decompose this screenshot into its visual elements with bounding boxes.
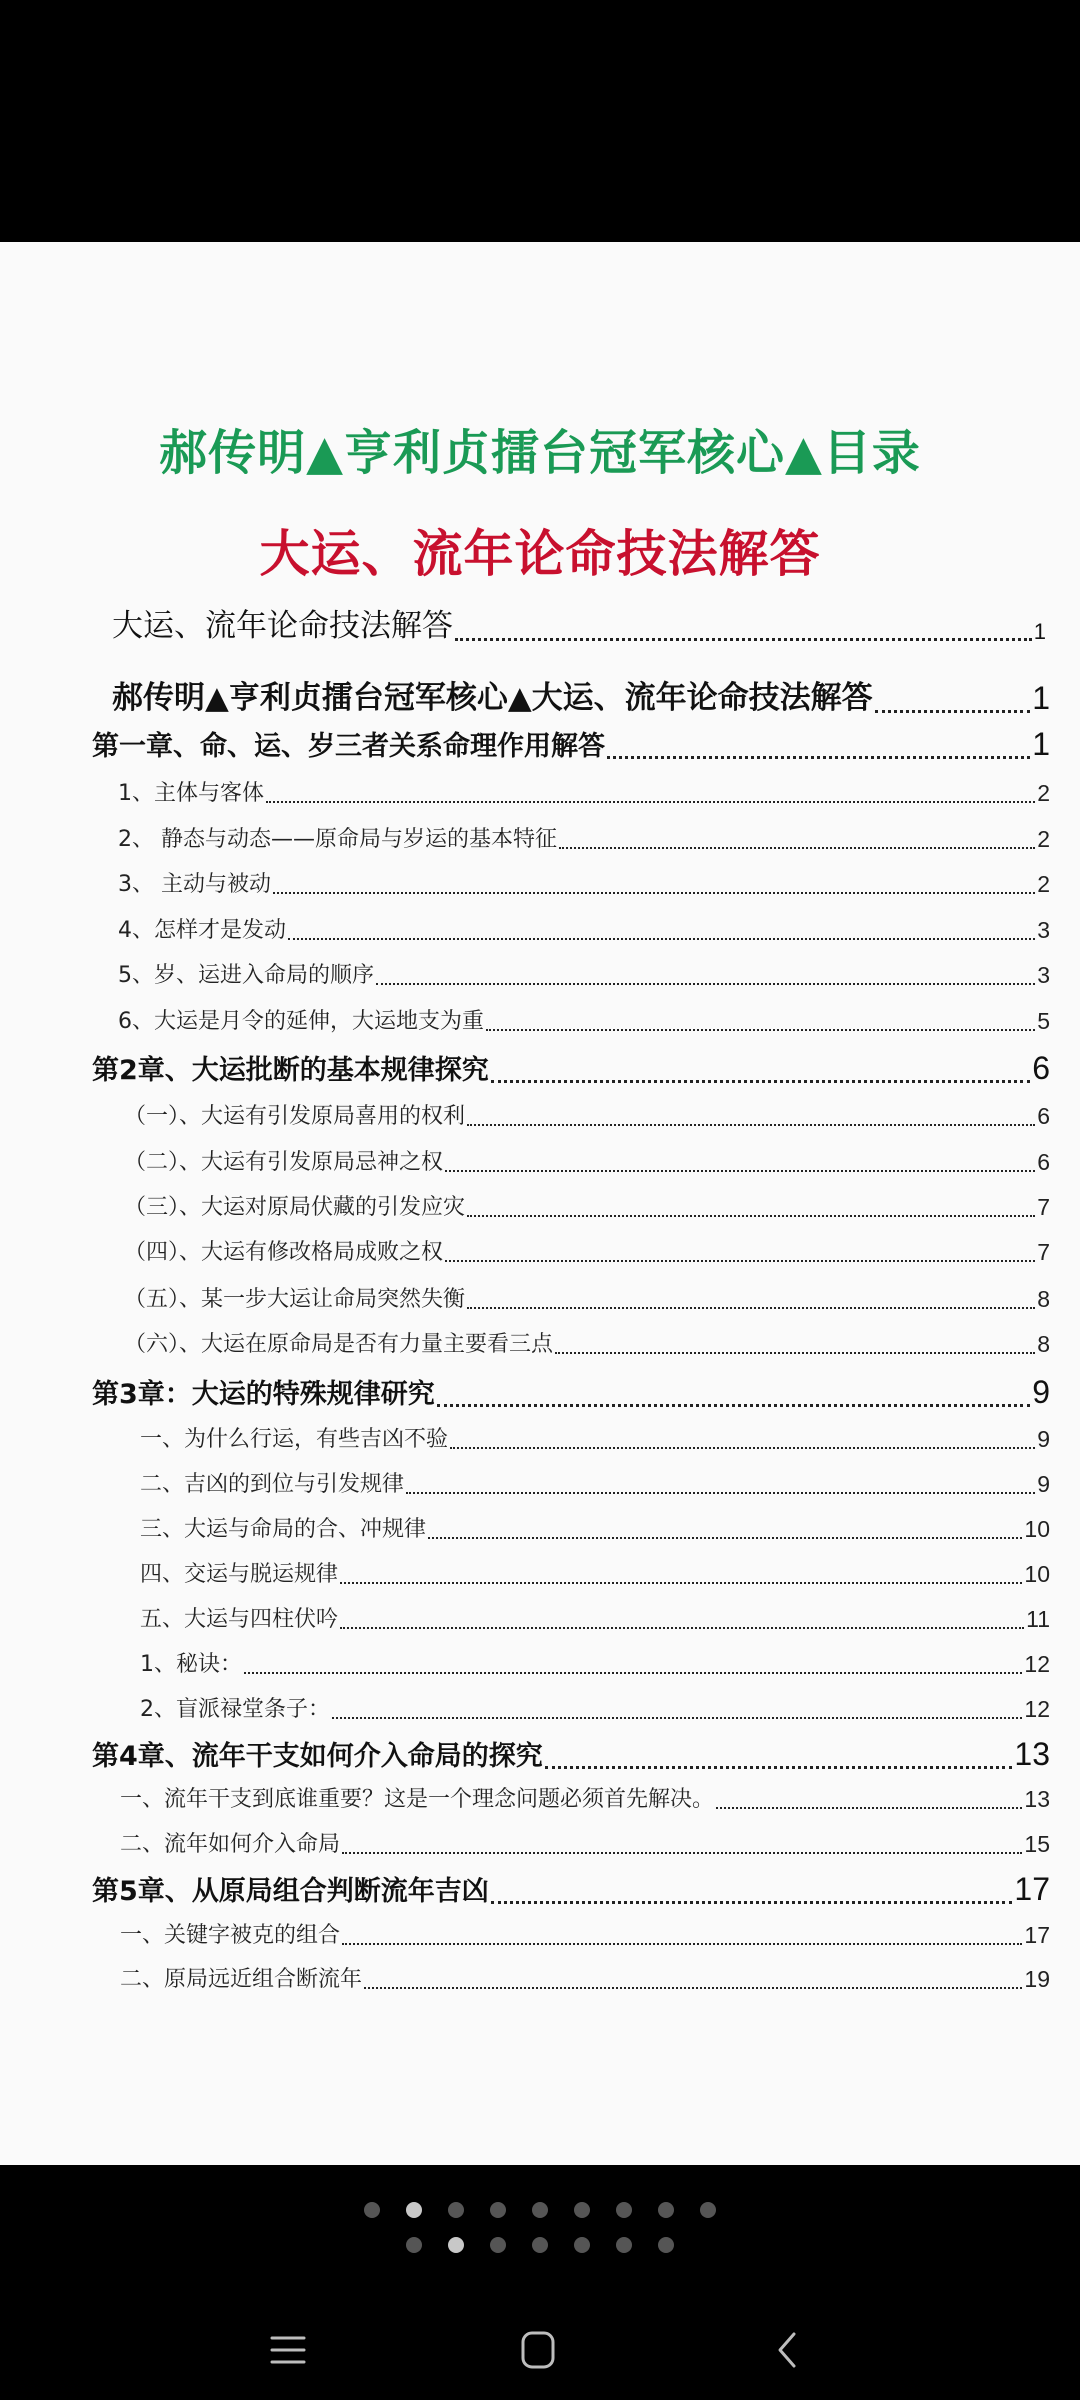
toc-leader-dots xyxy=(875,679,1031,713)
toc-label: 郝传明▲亨利贞擂台冠军核心▲大运、流年论命技法解答 xyxy=(112,680,873,716)
toc-leader-dots xyxy=(273,870,1035,894)
page-dot-active[interactable] xyxy=(406,2202,422,2218)
back-button[interactable] xyxy=(770,2330,820,2370)
toc-row[interactable] xyxy=(124,1327,1050,1358)
toc-row[interactable] xyxy=(124,1099,1050,1130)
toc-label: 二、吉凶的到位与引发规律 xyxy=(140,1472,405,1497)
toc-row[interactable] xyxy=(118,867,1050,898)
toc-label: 四、交运与脱运规律 xyxy=(140,1562,339,1587)
toc-page-number: 10 xyxy=(1024,1516,1050,1542)
toc-page-number: 15 xyxy=(1024,1831,1050,1857)
page-dot[interactable] xyxy=(616,2237,632,2253)
toc-leader-dots xyxy=(486,1007,1035,1031)
toc-label: 五、大运与四柱伏吟 xyxy=(140,1607,339,1632)
toc-page-number: 3 xyxy=(1037,917,1050,943)
toc-page-number: 1 xyxy=(1033,619,1046,644)
toc-page-number: 2 xyxy=(1037,871,1050,897)
toc-row[interactable] xyxy=(140,1467,1050,1498)
toc-page-number: 11 xyxy=(1026,1606,1050,1632)
toc-label: 第一章、命、运、岁三者关系命理作用解答 xyxy=(92,731,605,762)
toc-leader-dots xyxy=(437,1377,1030,1407)
toc-row[interactable] xyxy=(118,913,1050,944)
toc-leader-dots xyxy=(428,1515,1022,1539)
toc-label: （三）、大运对原局伏藏的引发应灾 xyxy=(124,1195,466,1220)
toc-leader-dots xyxy=(467,1285,1035,1309)
toc-label: 二、流年如何介入命局 xyxy=(120,1832,341,1857)
toc-page-number: 12 xyxy=(1024,1651,1050,1677)
page-dot[interactable] xyxy=(490,2237,506,2253)
toc-page-number: 13 xyxy=(1024,1786,1050,1812)
toc-leader-dots xyxy=(244,1650,1022,1674)
page-dot[interactable] xyxy=(700,2202,716,2218)
page-dot[interactable] xyxy=(448,2202,464,2218)
page-indicator-row-2 xyxy=(0,2237,1080,2253)
page-dot[interactable] xyxy=(490,2202,506,2218)
toc-leader-dots xyxy=(716,1785,1022,1809)
toc-page-number: 6 xyxy=(1037,1149,1050,1175)
page-indicator-row-1 xyxy=(0,2202,1080,2218)
toc-leader-dots xyxy=(467,1102,1035,1126)
toc-label: （五）、某一步大运让命局突然失衡 xyxy=(124,1287,466,1312)
toc-row[interactable] xyxy=(120,1782,1050,1813)
toc-page-number: 9 xyxy=(1037,1471,1050,1497)
toc-label: 3、 主动与被动 xyxy=(118,872,271,897)
toc-leader-dots xyxy=(342,1830,1022,1854)
toc-row[interactable] xyxy=(140,1602,1050,1633)
toc-chapter-row[interactable] xyxy=(92,1048,1050,1087)
toc-leader-dots xyxy=(545,1739,1013,1769)
toc-chapter-row[interactable] xyxy=(92,724,1050,763)
toc-label: 三、大运与命局的合、冲规律 xyxy=(140,1517,427,1542)
toc-leader-dots xyxy=(406,1470,1035,1494)
toc-label: 第2章、大运批断的基本规律探究 xyxy=(92,1055,489,1086)
toc-page-number: 8 xyxy=(1037,1286,1050,1312)
home-button[interactable] xyxy=(518,2330,568,2370)
toc-page-number: 7 xyxy=(1037,1194,1050,1220)
page-dot[interactable] xyxy=(532,2202,548,2218)
toc-label: 第3章：大运的特殊规律研究 xyxy=(92,1379,435,1410)
toc-label: 4、怎样才是发动 xyxy=(118,918,286,943)
toc-chapter-row[interactable] xyxy=(92,1869,1050,1908)
page-dot[interactable] xyxy=(658,2237,674,2253)
menu-lines-icon xyxy=(268,2330,308,2370)
toc-page-number: 2 xyxy=(1037,780,1050,806)
document-page[interactable] xyxy=(0,242,1080,2165)
toc-label: 二、原局远近组合断流年 xyxy=(120,1967,363,1992)
page-dot[interactable] xyxy=(574,2237,590,2253)
toc-page-number: 5 xyxy=(1037,1008,1050,1034)
toc-chapter-row[interactable] xyxy=(92,1372,1050,1411)
toc-row[interactable] xyxy=(124,1145,1050,1176)
toc-page-number: 3 xyxy=(1037,962,1050,988)
toc-chapter-row[interactable] xyxy=(92,1734,1050,1773)
toc-leader-dots xyxy=(491,1053,1030,1083)
toc-page-number: 8 xyxy=(1037,1331,1050,1357)
toc-row[interactable] xyxy=(140,1692,1050,1723)
toc-page-number: 1 xyxy=(1032,680,1050,716)
toc-row[interactable] xyxy=(140,1647,1050,1678)
toc-label: （六）、大运在原命局是否有力量主要看三点 xyxy=(124,1332,554,1357)
chevron-left-icon xyxy=(770,2330,810,2370)
toc-label: 1、秘诀： xyxy=(140,1652,242,1677)
toc-row[interactable] xyxy=(118,1004,1050,1035)
toc-row[interactable] xyxy=(124,1282,1050,1313)
toc-leader-dots xyxy=(364,1965,1022,1989)
toc-leader-dots xyxy=(445,1148,1035,1172)
page-dot-active[interactable] xyxy=(448,2237,464,2253)
toc-label: 一、关键字被克的组合 xyxy=(120,1923,341,1948)
toc-leader-dots xyxy=(288,916,1035,940)
toc-row[interactable] xyxy=(118,958,1050,989)
toc-leader-dots xyxy=(467,1193,1035,1217)
toc-page-number: 6 xyxy=(1037,1103,1050,1129)
rounded-square-icon xyxy=(518,2330,558,2370)
toc-row[interactable] xyxy=(140,1557,1050,1588)
toc-label: 2、 静态与动态——原命局与岁运的基本特征 xyxy=(118,827,557,852)
top-black-bar xyxy=(0,0,1080,242)
toc-page-number: 13 xyxy=(1014,1736,1050,1772)
toc-leader-dots xyxy=(559,825,1035,849)
toc-page-number: 9 xyxy=(1037,1426,1050,1452)
toc-leader-dots xyxy=(555,1330,1035,1354)
toc-row[interactable] xyxy=(120,1827,1050,1858)
toc-row[interactable] xyxy=(112,672,1050,717)
toc-row[interactable] xyxy=(140,1512,1050,1543)
toc-row[interactable] xyxy=(112,600,1046,645)
toc-page-number: 7 xyxy=(1037,1239,1050,1265)
toc-row[interactable] xyxy=(120,1918,1050,1949)
page-dot[interactable] xyxy=(532,2237,548,2253)
toc-row[interactable] xyxy=(140,1422,1050,1453)
toc-page-number: 12 xyxy=(1024,1696,1050,1722)
toc-leader-dots xyxy=(342,1921,1022,1945)
toc-label: （四）、大运有修改格局成败之权 xyxy=(124,1240,444,1265)
toc-leader-dots xyxy=(332,1695,1022,1719)
page-dot[interactable] xyxy=(658,2202,674,2218)
page-dot[interactable] xyxy=(364,2202,380,2218)
page-dot[interactable] xyxy=(574,2202,590,2218)
toc-label: （二）、大运有引发原局忌神之权 xyxy=(124,1150,444,1175)
toc-row[interactable] xyxy=(124,1235,1050,1266)
toc-page-number: 17 xyxy=(1024,1922,1050,1948)
toc-label: 1、主体与客体 xyxy=(118,781,264,806)
page-dot[interactable] xyxy=(616,2202,632,2218)
toc-leader-dots xyxy=(607,729,1030,759)
document-title-line1: 郝传明▲亨利贞擂台冠军核心▲目录 xyxy=(159,425,921,481)
toc-page-number: 6 xyxy=(1032,1050,1050,1086)
toc-leader-dots xyxy=(491,1874,1013,1904)
toc-row[interactable] xyxy=(118,776,1050,807)
toc-label: （一）、大运有引发原局喜用的权利 xyxy=(124,1104,466,1129)
document-title-line2: 大运、流年论命技法解答 xyxy=(259,524,821,583)
toc-page-number: 9 xyxy=(1032,1374,1050,1410)
toc-label: 6、大运是月令的延伸，大运地支为重 xyxy=(118,1009,484,1034)
toc-label: 一、为什么行运，有些吉凶不验 xyxy=(140,1427,449,1452)
toc-page-number: 1 xyxy=(1032,726,1050,762)
toc-leader-dots xyxy=(340,1605,1024,1629)
toc-leader-dots xyxy=(340,1560,1022,1584)
toc-leader-dots xyxy=(376,961,1035,985)
toc-page-number: 2 xyxy=(1037,826,1050,852)
toc-leader-dots xyxy=(445,1238,1035,1262)
recents-button[interactable] xyxy=(268,2330,318,2370)
toc-page-number: 10 xyxy=(1024,1561,1050,1587)
toc-leader-dots xyxy=(455,607,1032,641)
toc-leader-dots xyxy=(266,779,1035,803)
toc-leader-dots xyxy=(450,1425,1035,1449)
toc-label: 2、盲派禄堂条子： xyxy=(140,1697,330,1722)
toc-label: 第4章、流年干支如何介入命局的探究 xyxy=(92,1741,543,1772)
toc-label: 5、岁、运进入命局的顺序 xyxy=(118,963,374,988)
page-dot[interactable] xyxy=(406,2237,422,2253)
toc-row[interactable] xyxy=(118,822,1050,853)
system-navigation-bar xyxy=(0,2300,1080,2400)
toc-row[interactable] xyxy=(120,1962,1050,1993)
toc-row[interactable] xyxy=(124,1190,1050,1221)
toc-label: 大运、流年论命技法解答 xyxy=(112,608,453,644)
toc-page-number: 17 xyxy=(1014,1871,1050,1907)
toc-label: 第5章、从原局组合判断流年吉凶 xyxy=(92,1876,489,1907)
toc-label: 一、流年干支到底谁重要？这是一个理念问题必须首先解决。 xyxy=(120,1787,715,1812)
toc-page-number: 19 xyxy=(1024,1966,1050,1992)
